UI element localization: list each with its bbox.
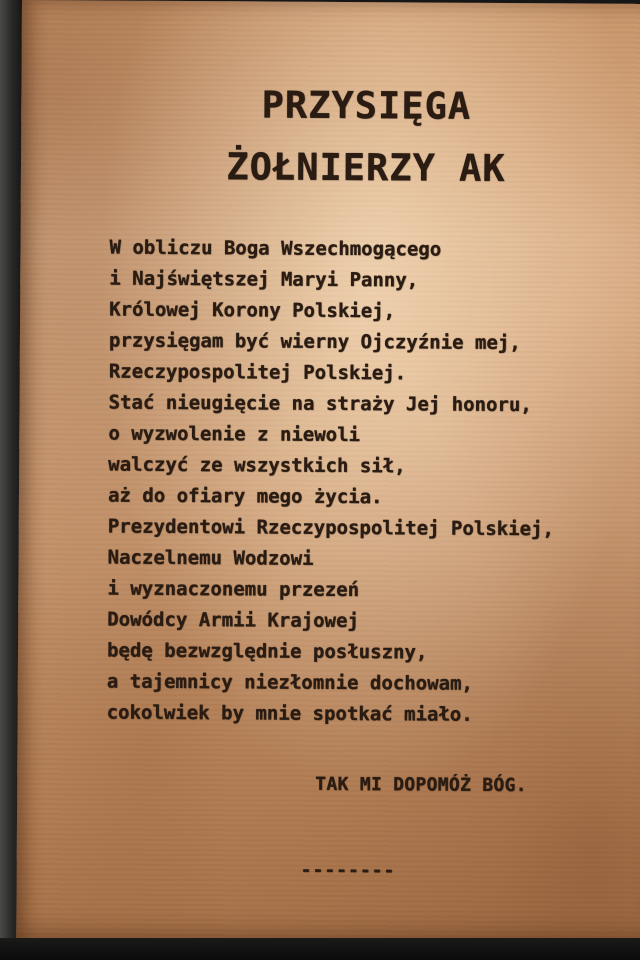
- title-line-1: PRZYSIĘGA: [261, 83, 472, 128]
- oath-line: Stać nieugięcie na straży Jej honoru,: [108, 391, 532, 417]
- oath-line: aż do ofiary mego życia.: [107, 484, 383, 509]
- oath-line: i wyznaczonemu przezeń: [107, 577, 360, 602]
- oath-line: przysięgam być wierny Ojczyźnie mej,: [108, 329, 521, 355]
- oath-line: W obliczu Boga Wszechmogącego: [109, 236, 442, 261]
- oath-line: Dowódcy Armii Krajowej: [107, 608, 359, 633]
- frame-bottom: [0, 938, 640, 960]
- oath-line: Rzeczypospolitej Polskiej.: [108, 360, 407, 385]
- oath-text: [107, 233, 640, 732]
- oath-paper: [16, 0, 640, 949]
- oath-line: Prezydentowi Rzeczypospolitej Polskiej,: [107, 515, 554, 541]
- oath-line: cokolwiek by mnie spotkać miało.: [106, 701, 473, 726]
- oath-line: i Najświętszej Maryi Panny,: [109, 267, 419, 292]
- oath-line: Naczelnemu Wodzowi: [107, 546, 314, 570]
- oath-line: walczyć ze wszystkich sił,: [108, 453, 406, 478]
- closing-phrase: TAK MI DOPOMÓŻ BÓG.: [315, 773, 527, 797]
- title-line-2: ŻOŁNIERZY AK: [226, 145, 506, 190]
- end-divider: --------: [300, 859, 396, 882]
- oath-line: o wyzwolenie z niewoli: [108, 422, 361, 447]
- oath-line: będę bezwzględnie posłuszny,: [106, 639, 428, 664]
- oath-line: Królowej Korony Polskiej,: [109, 298, 396, 323]
- oath-line: a tajemnicy niezłomnie dochowam,: [106, 670, 473, 695]
